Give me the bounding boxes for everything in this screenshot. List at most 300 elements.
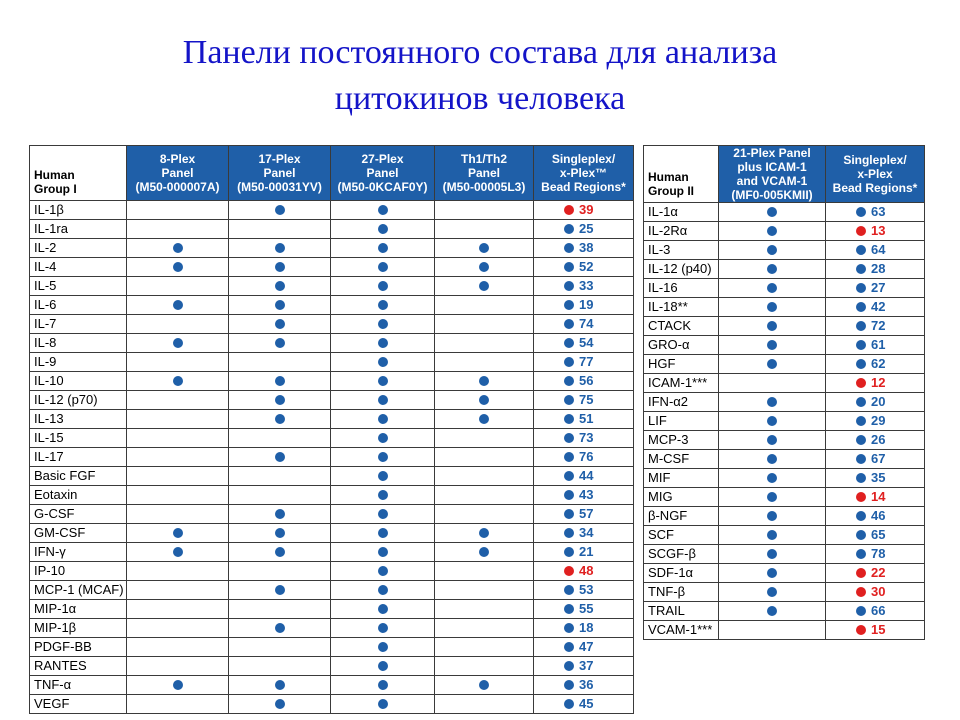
cytokine-name: GRO-α xyxy=(644,336,719,355)
panel-cell xyxy=(127,429,229,448)
bead-region-number: 53 xyxy=(579,582,594,597)
panel-cell xyxy=(229,657,331,676)
panel-cell xyxy=(229,334,331,353)
bead-region-number: 64 xyxy=(871,242,886,257)
column-header-line: x-Plex xyxy=(857,167,893,181)
panel-cell xyxy=(719,431,826,450)
cytokine-name: MIP-1β xyxy=(30,619,127,638)
bead-region-number: 21 xyxy=(579,544,594,559)
cytokine-name: MIG xyxy=(644,488,719,507)
included-dot-icon xyxy=(767,587,777,597)
included-dot-icon xyxy=(378,205,388,215)
column-header xyxy=(719,146,826,203)
panel-cell xyxy=(435,486,534,505)
included-dot-icon xyxy=(767,302,777,312)
included-dot-icon xyxy=(173,300,183,310)
panel-cell xyxy=(719,203,826,222)
bead-region-number: 74 xyxy=(579,316,594,331)
panel-cell xyxy=(127,543,229,562)
bead-region-number: 67 xyxy=(871,451,886,466)
cytokine-name: HGF xyxy=(644,355,719,374)
panel-cell xyxy=(229,448,331,467)
panel-cell xyxy=(229,638,331,657)
panel-cell xyxy=(435,524,534,543)
blue-dot-icon xyxy=(564,357,574,367)
table-row xyxy=(30,657,634,676)
panel-cell xyxy=(331,315,435,334)
bead-region-cell xyxy=(826,621,925,640)
bead-region-cell xyxy=(826,393,925,412)
cytokine-name: IL-10 xyxy=(30,372,127,391)
included-dot-icon xyxy=(378,300,388,310)
cytokine-name: IL-9 xyxy=(30,353,127,372)
included-dot-icon xyxy=(767,511,777,521)
panel-cell xyxy=(229,258,331,277)
cytokine-name: SDF-1α xyxy=(644,564,719,583)
included-dot-icon xyxy=(275,585,285,595)
blue-dot-icon xyxy=(856,473,866,483)
bead-region-cell xyxy=(534,695,634,714)
panel-cell xyxy=(331,296,435,315)
panel-cell xyxy=(719,583,826,602)
blue-dot-icon xyxy=(564,699,574,709)
blue-dot-icon xyxy=(856,207,866,217)
included-dot-icon xyxy=(378,471,388,481)
panel-cell xyxy=(435,429,534,448)
panel-cell xyxy=(127,410,229,429)
panel-cell xyxy=(435,315,534,334)
included-dot-icon xyxy=(767,245,777,255)
bead-region-number: 76 xyxy=(579,449,594,464)
table-row xyxy=(30,695,634,714)
table-row xyxy=(30,562,634,581)
panel-cell xyxy=(719,412,826,431)
bead-region-number: 25 xyxy=(579,221,594,236)
panel-cell xyxy=(229,220,331,239)
blue-dot-icon xyxy=(564,471,574,481)
bead-region-number: 36 xyxy=(579,677,594,692)
included-dot-icon xyxy=(479,281,489,291)
panel-cell xyxy=(719,222,826,241)
included-dot-icon xyxy=(173,547,183,557)
cytokine-name: SCF xyxy=(644,526,719,545)
blue-dot-icon xyxy=(564,547,574,557)
panel-cell xyxy=(229,581,331,600)
included-dot-icon xyxy=(378,433,388,443)
panel-cell xyxy=(229,315,331,334)
table-row xyxy=(30,600,634,619)
panel-cell xyxy=(127,315,229,334)
bead-region-cell xyxy=(534,581,634,600)
panel-cell xyxy=(127,676,229,695)
panel-cell xyxy=(331,619,435,638)
included-dot-icon xyxy=(275,528,285,538)
bead-region-cell xyxy=(534,429,634,448)
panel-cell xyxy=(435,448,534,467)
bead-region-cell xyxy=(534,524,634,543)
table-row xyxy=(30,410,634,429)
panel-cell xyxy=(229,524,331,543)
table-row xyxy=(30,524,634,543)
bead-region-number: 39 xyxy=(579,202,594,217)
panel-cell xyxy=(331,372,435,391)
column-header-line: Singleplex/ xyxy=(551,152,616,166)
table-row xyxy=(30,638,634,657)
blue-dot-icon xyxy=(856,549,866,559)
blue-dot-icon xyxy=(856,530,866,540)
included-dot-icon xyxy=(275,623,285,633)
blue-dot-icon xyxy=(856,283,866,293)
included-dot-icon xyxy=(173,680,183,690)
column-header-line: Panel xyxy=(161,166,194,180)
table-row xyxy=(644,374,925,393)
table-row xyxy=(644,260,925,279)
column-header-line: x-Plex™ xyxy=(559,166,608,180)
group-2-table xyxy=(643,145,925,640)
blue-dot-icon xyxy=(564,490,574,500)
bead-region-cell xyxy=(534,334,634,353)
bead-region-number: 22 xyxy=(871,565,886,580)
bead-region-number: 55 xyxy=(579,601,594,616)
included-dot-icon xyxy=(378,395,388,405)
panel-cell xyxy=(331,201,435,220)
blue-dot-icon xyxy=(564,281,574,291)
blue-dot-icon xyxy=(856,321,866,331)
panel-cell xyxy=(127,372,229,391)
bead-region-cell xyxy=(826,279,925,298)
panel-cell xyxy=(435,619,534,638)
panel-cell xyxy=(435,391,534,410)
included-dot-icon xyxy=(767,606,777,616)
table-row xyxy=(644,222,925,241)
panel-cell xyxy=(719,260,826,279)
panel-cell xyxy=(435,562,534,581)
panel-cell xyxy=(435,258,534,277)
included-dot-icon xyxy=(173,338,183,348)
included-dot-icon xyxy=(767,226,777,236)
blue-dot-icon xyxy=(564,623,574,633)
bead-region-number: 45 xyxy=(579,696,594,711)
panel-cell xyxy=(127,334,229,353)
column-header xyxy=(331,146,435,201)
bead-region-cell xyxy=(826,602,925,621)
panel-cell xyxy=(719,469,826,488)
bead-region-cell xyxy=(826,260,925,279)
panel-cell xyxy=(331,486,435,505)
bead-region-number: 34 xyxy=(579,525,594,540)
panel-cell xyxy=(127,638,229,657)
panel-cell xyxy=(331,657,435,676)
panel-cell xyxy=(435,201,534,220)
bead-region-cell xyxy=(534,391,634,410)
table-row xyxy=(30,258,634,277)
bead-region-cell xyxy=(826,526,925,545)
blue-dot-icon xyxy=(856,435,866,445)
page-title xyxy=(0,30,960,122)
bead-region-number: 52 xyxy=(579,259,594,274)
blue-dot-icon xyxy=(564,395,574,405)
panel-cell xyxy=(331,638,435,657)
bead-region-cell xyxy=(534,201,634,220)
cytokine-name: IL-1β xyxy=(30,201,127,220)
included-dot-icon xyxy=(767,264,777,274)
panel-cell xyxy=(229,676,331,695)
table-row xyxy=(644,507,925,526)
corner-header xyxy=(30,146,127,201)
cytokine-name: M-CSF xyxy=(644,450,719,469)
panel-cell xyxy=(435,657,534,676)
column-header-line: (M50-000007A) xyxy=(135,180,220,194)
blue-dot-icon xyxy=(564,452,574,462)
panel-cell xyxy=(435,467,534,486)
panel-cell xyxy=(719,450,826,469)
bead-region-cell xyxy=(534,220,634,239)
panel-cell xyxy=(229,372,331,391)
bead-region-cell xyxy=(826,317,925,336)
panel-cell xyxy=(331,505,435,524)
included-dot-icon xyxy=(378,319,388,329)
bead-region-cell xyxy=(534,296,634,315)
panel-cell xyxy=(719,545,826,564)
cytokine-name: TRAIL xyxy=(644,602,719,621)
table-row xyxy=(644,431,925,450)
panel-cell xyxy=(331,448,435,467)
included-dot-icon xyxy=(767,435,777,445)
bead-region-cell xyxy=(534,600,634,619)
included-dot-icon xyxy=(275,452,285,462)
bead-region-cell xyxy=(826,488,925,507)
bead-region-cell xyxy=(826,355,925,374)
cytokine-name: VCAM-1*** xyxy=(644,621,719,640)
bead-region-cell xyxy=(534,505,634,524)
cytokine-name: RANTES xyxy=(30,657,127,676)
included-dot-icon xyxy=(767,340,777,350)
included-dot-icon xyxy=(767,359,777,369)
included-dot-icon xyxy=(378,547,388,557)
table-row xyxy=(30,334,634,353)
included-dot-icon xyxy=(173,376,183,386)
bead-region-cell xyxy=(826,450,925,469)
table-row xyxy=(30,581,634,600)
blue-dot-icon xyxy=(564,414,574,424)
blue-dot-icon xyxy=(564,376,574,386)
panel-cell xyxy=(331,600,435,619)
blue-dot-icon xyxy=(856,245,866,255)
cytokine-name: PDGF-BB xyxy=(30,638,127,657)
panel-cell xyxy=(127,258,229,277)
panel-cell xyxy=(435,505,534,524)
red-dot-icon xyxy=(564,566,574,576)
included-dot-icon xyxy=(767,568,777,578)
bead-region-number: 77 xyxy=(579,354,594,369)
cytokine-name: IL-18** xyxy=(644,298,719,317)
cytokine-name: IL-12 (p40) xyxy=(644,260,719,279)
cytokine-name: TNF-α xyxy=(30,676,127,695)
column-header-line: (MF0-005KMII) xyxy=(731,188,813,202)
bead-region-number: 20 xyxy=(871,394,886,409)
bead-region-number: 48 xyxy=(579,563,594,578)
corner-header xyxy=(644,146,719,203)
panel-cell xyxy=(719,355,826,374)
bead-region-cell xyxy=(534,353,634,372)
table-row xyxy=(30,239,634,258)
included-dot-icon xyxy=(767,283,777,293)
table-row xyxy=(30,448,634,467)
bead-region-cell xyxy=(826,545,925,564)
panel-cell xyxy=(229,467,331,486)
included-dot-icon xyxy=(378,642,388,652)
header-row xyxy=(30,146,634,201)
red-dot-icon xyxy=(856,492,866,502)
blue-dot-icon xyxy=(564,528,574,538)
bead-region-number: 65 xyxy=(871,527,886,542)
cytokine-name: IFN-γ xyxy=(30,543,127,562)
panel-cell xyxy=(331,277,435,296)
panel-cell xyxy=(435,239,534,258)
cytokine-name: MIP-1α xyxy=(30,600,127,619)
bead-region-cell xyxy=(826,222,925,241)
column-header-line: Bead Regions* xyxy=(541,180,626,194)
included-dot-icon xyxy=(378,243,388,253)
cytokine-name: IL-1ra xyxy=(30,220,127,239)
panel-cell xyxy=(229,277,331,296)
panel-cell xyxy=(127,448,229,467)
included-dot-icon xyxy=(275,699,285,709)
cytokine-name: IL-15 xyxy=(30,429,127,448)
included-dot-icon xyxy=(378,528,388,538)
included-dot-icon xyxy=(378,509,388,519)
panel-cell xyxy=(331,429,435,448)
included-dot-icon xyxy=(275,262,285,272)
bead-region-number: 56 xyxy=(579,373,594,388)
cytokine-name: IL-8 xyxy=(30,334,127,353)
table-row xyxy=(30,467,634,486)
blue-dot-icon xyxy=(856,454,866,464)
panel-cell xyxy=(435,353,534,372)
included-dot-icon xyxy=(275,205,285,215)
bead-region-cell xyxy=(534,277,634,296)
corner-header-line: Group I xyxy=(34,182,77,196)
panel-cell xyxy=(435,638,534,657)
table-row xyxy=(644,336,925,355)
included-dot-icon xyxy=(378,490,388,500)
cytokine-name: β-NGF xyxy=(644,507,719,526)
included-dot-icon xyxy=(275,414,285,424)
included-dot-icon xyxy=(767,454,777,464)
red-dot-icon xyxy=(856,226,866,236)
bead-region-number: 30 xyxy=(871,584,886,599)
table-row xyxy=(30,201,634,220)
panel-cell xyxy=(229,486,331,505)
panel-cell xyxy=(331,543,435,562)
included-dot-icon xyxy=(378,262,388,272)
cytokine-name: IL-1α xyxy=(644,203,719,222)
panel-cell xyxy=(127,600,229,619)
included-dot-icon xyxy=(173,262,183,272)
blue-dot-icon xyxy=(856,359,866,369)
bead-region-number: 15 xyxy=(871,622,886,637)
panel-cell xyxy=(229,543,331,562)
panel-cell xyxy=(229,296,331,315)
cytokine-name: MCP-3 xyxy=(644,431,719,450)
included-dot-icon xyxy=(275,376,285,386)
included-dot-icon xyxy=(767,416,777,426)
panel-cell xyxy=(331,467,435,486)
included-dot-icon xyxy=(378,452,388,462)
blue-dot-icon xyxy=(564,509,574,519)
column-header xyxy=(127,146,229,201)
bead-region-number: 26 xyxy=(871,432,886,447)
bead-region-number: 73 xyxy=(579,430,594,445)
bead-region-cell xyxy=(534,638,634,657)
included-dot-icon xyxy=(173,243,183,253)
cytokine-name: IFN-α2 xyxy=(644,393,719,412)
panel-cell xyxy=(435,410,534,429)
panel-cell xyxy=(719,602,826,621)
panel-cell xyxy=(331,220,435,239)
bead-region-number: 28 xyxy=(871,261,886,276)
included-dot-icon xyxy=(479,243,489,253)
panel-cell xyxy=(719,393,826,412)
panel-cell xyxy=(127,467,229,486)
column-header-line: (M50-00031YV) xyxy=(237,180,322,194)
bead-region-cell xyxy=(534,657,634,676)
bead-region-number: 14 xyxy=(871,489,886,504)
included-dot-icon xyxy=(378,585,388,595)
red-dot-icon xyxy=(856,378,866,388)
panel-cell xyxy=(331,353,435,372)
cytokine-name: TNF-β xyxy=(644,583,719,602)
panel-cell xyxy=(435,277,534,296)
panel-cell xyxy=(127,277,229,296)
panel-cell xyxy=(127,486,229,505)
red-dot-icon xyxy=(564,205,574,215)
panel-cell xyxy=(127,524,229,543)
included-dot-icon xyxy=(767,207,777,217)
table-row xyxy=(644,355,925,374)
included-dot-icon xyxy=(378,414,388,424)
cytokine-name: IL-5 xyxy=(30,277,127,296)
bead-region-number: 42 xyxy=(871,299,886,314)
bead-region-number: 12 xyxy=(871,375,886,390)
blue-dot-icon xyxy=(564,224,574,234)
included-dot-icon xyxy=(767,397,777,407)
included-dot-icon xyxy=(479,262,489,272)
included-dot-icon xyxy=(173,528,183,538)
bead-region-number: 54 xyxy=(579,335,594,350)
bead-region-cell xyxy=(534,239,634,258)
bead-region-number: 75 xyxy=(579,392,594,407)
panel-cell xyxy=(719,507,826,526)
bead-region-cell xyxy=(826,507,925,526)
bead-region-cell xyxy=(534,676,634,695)
column-header-line: and VCAM-1 xyxy=(736,174,808,188)
panel-cell xyxy=(127,619,229,638)
bead-region-number: 43 xyxy=(579,487,594,502)
bead-region-cell xyxy=(534,562,634,581)
table-row xyxy=(644,279,925,298)
table-row xyxy=(30,391,634,410)
blue-dot-icon xyxy=(564,300,574,310)
panel-cell xyxy=(719,621,826,640)
panel-cell xyxy=(719,317,826,336)
column-header-line: 8-Plex xyxy=(159,152,196,166)
table-row xyxy=(644,412,925,431)
header-row xyxy=(644,146,925,203)
panel-cell xyxy=(229,505,331,524)
bead-region-cell xyxy=(826,583,925,602)
panel-cell xyxy=(435,676,534,695)
